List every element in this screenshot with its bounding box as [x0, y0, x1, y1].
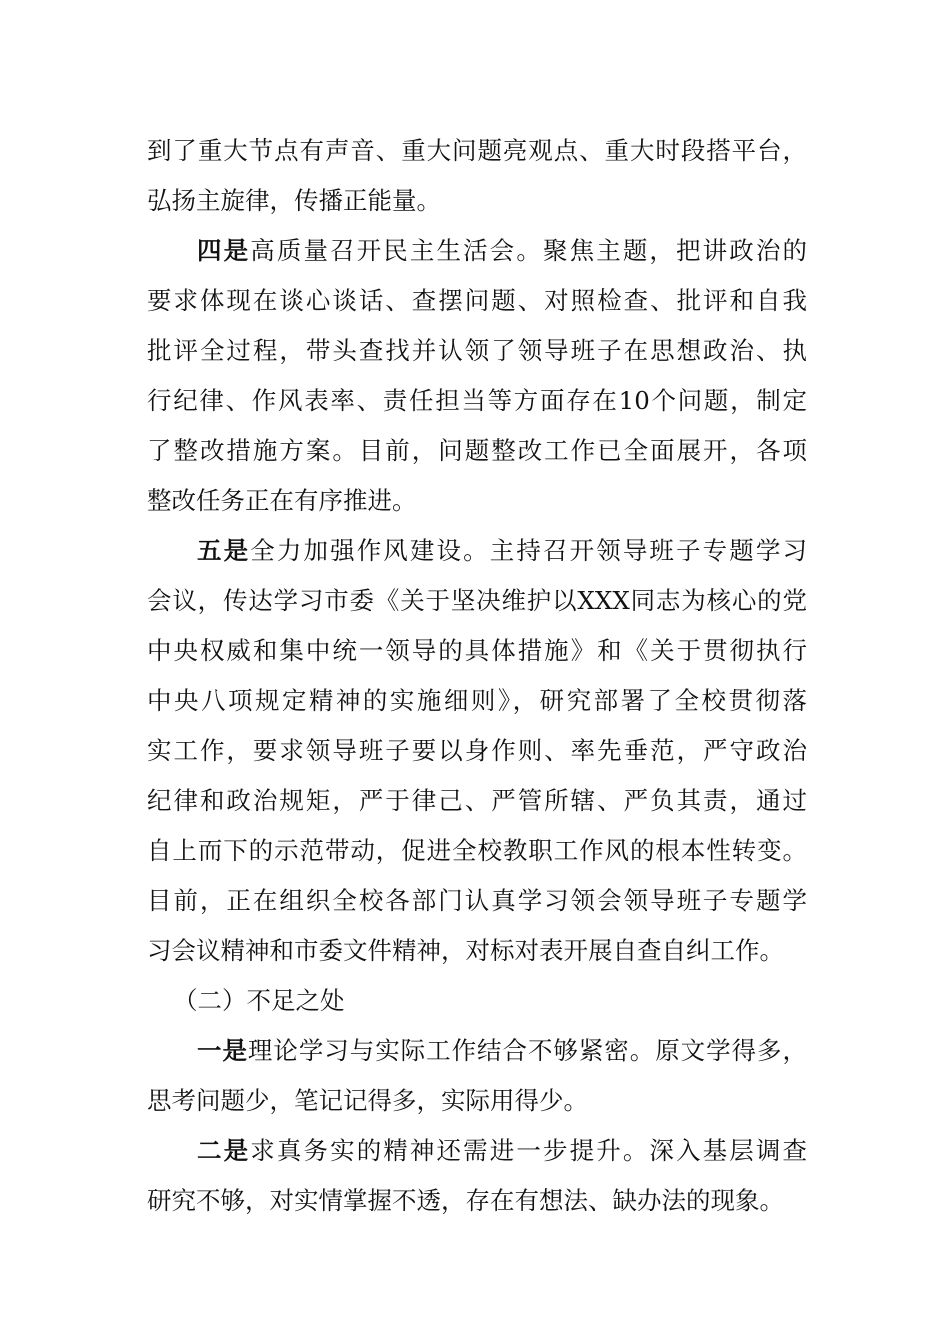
paragraph-lead: 一是 [197, 1036, 248, 1065]
paragraph-point-five [147, 526, 807, 976]
document-body [147, 126, 807, 1226]
text-line: 纪律和政治规矩，严于律己、严管所辖、严负其责，通过 [147, 786, 807, 815]
text-line: 中央八项规定精神的实施细则》，研究部署了全校贯彻落 [147, 686, 807, 715]
paragraph-lead: 五是 [197, 536, 251, 565]
paragraph-shortcoming-two [147, 1126, 807, 1226]
text-line: 要求体现在谈心谈话、查摆问题、对照检查、批评和自我 [147, 286, 807, 315]
text-line: 实工作，要求领导班子要以身作则、率先垂范，严守政治 [147, 736, 807, 765]
text-line: 弘扬主旋律，传播正能量。 [147, 186, 441, 215]
text-line: 目前，正在组织全校各部门认真学习领会领导班子专题学 [147, 886, 807, 915]
text-line: 到了重大节点有声音、重大问题亮观点、重大时段搭平台， [147, 136, 807, 165]
text-run: 理论学习与实际工作结合不够紧密。原文学得多， [247, 1036, 807, 1065]
text-run: 高质量召开民主生活会。聚焦主题，把讲政治的 [250, 236, 807, 265]
text-line [147, 1026, 807, 1076]
paragraph-point-four [147, 226, 807, 526]
text-line [147, 526, 807, 576]
text-line: 中央权威和集中统一领导的具体措施》和《关于贯彻执行 [147, 636, 807, 665]
text-line: 行纪律、作风表率、责任担当等方面存在10个问题，制定 [147, 386, 807, 415]
paragraph-lead: 二是 [197, 1136, 251, 1165]
section-heading: （二）不足之处 [173, 986, 345, 1015]
text-line: 习会议精神和市委文件精神，对标对表开展自查自纠工作。 [147, 936, 784, 965]
paragraph-shortcoming-one [147, 1026, 807, 1126]
paragraph-lead: 四是 [197, 236, 251, 265]
text-line: 自上而下的示范带动，促进全校教职工作风的根本性转变。 [147, 836, 807, 865]
text-run: 全力加强作风建设。主持召开领导班子专题学习 [250, 536, 807, 565]
text-line: 研究不够，对实情掌握不透，存在有想法、缺办法的现象。 [147, 1186, 784, 1215]
text-line: 思考问题少，笔记记得多，实际用得少。 [147, 1086, 588, 1115]
text-line: 会议，传达学习市委《关于坚决维护以XXX同志为核心的党 [147, 586, 807, 615]
text-line [147, 1126, 807, 1176]
paragraph-continuation [147, 126, 807, 226]
text-line: 了整改措施方案。目前，问题整改工作已全面展开，各项 [147, 436, 807, 465]
text-run: 求真务实的精神还需进一步提升。深入基层调查 [250, 1136, 807, 1165]
text-line: 整改任务正在有序推进。 [147, 486, 417, 515]
text-line: 批评全过程，带头查找并认领了领导班子在思想政治、执 [147, 336, 807, 365]
text-line [147, 226, 807, 276]
